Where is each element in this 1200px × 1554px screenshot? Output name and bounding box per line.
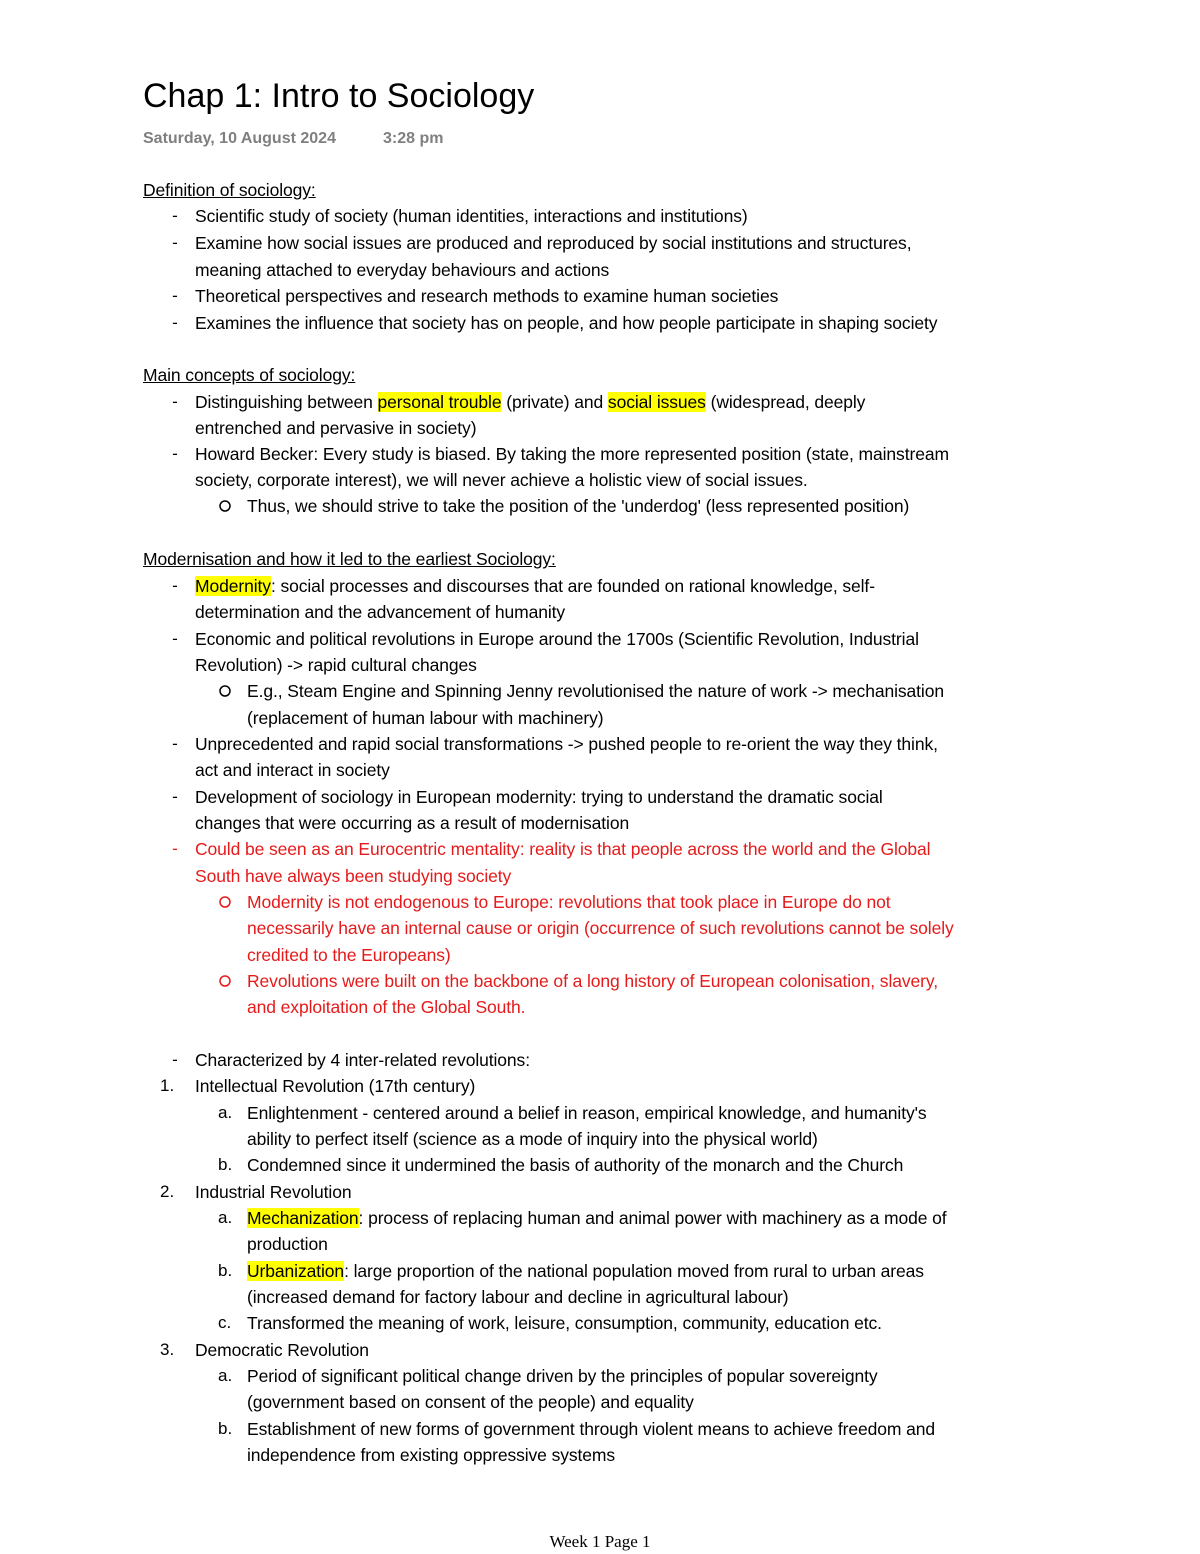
concepts-bullet-2-line-2: society, corporate interest), we will never achieve a holistic view of social issues. xyxy=(195,470,808,490)
list-letter: b. xyxy=(218,1261,233,1280)
revolution-1a-line-1: Enlightenment - centered around a belief in reason, empirical knowledge, and humanity's xyxy=(247,1103,927,1123)
revolution-2c: Transformed the meaning of work, leisure, consumption, community, education etc. xyxy=(247,1313,882,1333)
definition-bullet-4: Examines the influence that society has on people, and how people participate in shaping society xyxy=(195,313,938,333)
text-run: : social processes and discourses that are founded on rational knowledge, self- xyxy=(270,576,875,596)
dash-bullet: - xyxy=(172,286,178,305)
modernisation-bullet-5-line-2: South have always been studying society xyxy=(195,866,512,886)
page-time: 3:28 pm xyxy=(383,130,444,147)
list-letter: b. xyxy=(218,1155,233,1174)
modernisation-bullet-2-line-1: Economic and political revolutions in Europe around the 1700s (Scientific Revolution, Industrial xyxy=(195,629,919,649)
modernisation-subbullet-2-line-2: necessarily have an internal cause or origin (occurrence of such revolutions cannot be solely xyxy=(247,918,954,938)
modernisation-subbullet-3-line-1: Revolutions were built on the backbone of a long history of European colonisation, slavery, xyxy=(247,971,938,991)
dash-bullet: - xyxy=(172,206,178,225)
dash-bullet: - xyxy=(172,444,178,463)
section-heading-modernisation: Modernisation and how it led to the earliest Sociology: xyxy=(143,549,556,569)
definition-bullet-1: Scientific study of society (human identities, interactions and institutions) xyxy=(195,206,748,226)
modernisation-bullet-1-line-2: determination and the advancement of humanity xyxy=(195,602,566,622)
definition-bullet-2-line-2: meaning attached to everyday behaviours and actions xyxy=(195,260,610,280)
dash-bullet: - xyxy=(172,233,178,252)
text-run: Distinguishing between xyxy=(195,392,378,412)
revolution-3a-line-2: (government based on consent of the people) and equality xyxy=(247,1392,694,1412)
revolution-3a-line-1: Period of significant political change driven by the principles of popular sovereignty xyxy=(247,1366,878,1386)
list-letter: b. xyxy=(218,1419,233,1438)
dash-bullet: - xyxy=(172,734,178,753)
highlight-personal-trouble: personal trouble xyxy=(377,392,502,412)
dash-bullet: - xyxy=(172,839,178,858)
modernisation-bullet-5-line-1: Could be seen as an Eurocentric mentality: reality is that people across the world and the Global xyxy=(195,839,931,859)
revolution-2-title: Industrial Revolution xyxy=(195,1182,352,1202)
list-number: 3. xyxy=(160,1340,175,1359)
circle-bullet-icon xyxy=(218,499,232,513)
modernisation-subbullet-2-line-3: credited to the Europeans) xyxy=(247,945,451,965)
list-letter: a. xyxy=(218,1103,233,1122)
dash-bullet: - xyxy=(172,787,178,806)
text-run: (private) and xyxy=(501,392,608,412)
list-letter: a. xyxy=(218,1366,233,1385)
modernisation-bullet-4-line-1: Development of sociology in European modernity: trying to understand the dramatic social xyxy=(195,787,883,807)
page-title: Chap 1: Intro to Sociology xyxy=(143,77,535,115)
dash-bullet: - xyxy=(172,392,178,411)
modernisation-bullet-3-line-2: act and interact in society xyxy=(195,760,390,780)
dash-bullet: - xyxy=(172,629,178,648)
revolution-1a-line-2: ability to perfect itself (science as a mode of inquiry into the physical world) xyxy=(247,1129,818,1149)
concepts-bullet-1-line-2: entrenched and pervasive in society) xyxy=(195,418,477,438)
revolution-2a-line-2: production xyxy=(247,1234,328,1254)
list-letter: a. xyxy=(218,1208,233,1227)
list-number: 1. xyxy=(160,1076,175,1095)
text-run: (widespread, deeply xyxy=(705,392,866,412)
revolution-3-title: Democratic Revolution xyxy=(195,1340,369,1360)
list-letter: c. xyxy=(218,1313,232,1332)
modernisation-bullet-6: Characterized by 4 inter-related revolutions: xyxy=(195,1050,530,1070)
page-date: Saturday, 10 August 2024 xyxy=(143,130,336,147)
revolution-3b-line-1: Establishment of new forms of government through violent means to achieve freedom and xyxy=(247,1419,935,1439)
circle-bullet-icon xyxy=(218,895,232,909)
revolution-1b: Condemned since it undermined the basis of authority of the monarch and the Church xyxy=(247,1155,904,1175)
text-run: : large proportion of the national population moved from rural to urban areas xyxy=(344,1261,924,1281)
modernisation-bullet-2-line-2: Revolution) -> rapid cultural changes xyxy=(195,655,477,675)
revolution-2b-line-1 xyxy=(247,1258,924,1284)
modernisation-bullet-3-line-1: Unprecedented and rapid social transformations -> pushed people to re-orient the way they think, xyxy=(195,734,938,754)
modernisation-subbullet-1-line-1: E.g., Steam Engine and Spinning Jenny revolutionised the nature of work -> mechanisation xyxy=(247,681,944,701)
concepts-bullet-2-line-1: Howard Becker: Every study is biased. By taking the more represented position (state, mainstream xyxy=(195,444,949,464)
text-run: : process of replacing human and animal power with machinery as a mode of xyxy=(358,1208,947,1228)
highlight-urbanization: Urbanization xyxy=(247,1261,345,1281)
modernisation-subbullet-2-line-1: Modernity is not endogenous to Europe: revolutions that took place in Europe do not xyxy=(247,892,891,912)
revolution-2a-line-1 xyxy=(247,1205,947,1231)
section-heading-concepts: Main concepts of sociology: xyxy=(143,365,356,385)
revolution-3b-line-2: independence from existing oppressive systems xyxy=(247,1445,616,1465)
concepts-bullet-1-line-1 xyxy=(195,389,865,415)
highlight-social-issues: social issues xyxy=(607,392,706,412)
highlight-modernity: Modernity xyxy=(195,576,271,596)
dash-bullet: - xyxy=(172,313,178,332)
modernisation-subbullet-3-line-2: and exploitation of the Global South. xyxy=(247,997,526,1017)
dash-bullet: - xyxy=(172,1050,178,1069)
modernisation-subbullet-1-line-2: (replacement of human labour with machinery) xyxy=(247,708,604,728)
page-footer: Week 1 Page 1 xyxy=(549,1532,651,1551)
highlight-mechanization: Mechanization xyxy=(247,1208,359,1228)
revolution-1-title: Intellectual Revolution (17th century) xyxy=(195,1076,476,1096)
dash-bullet: - xyxy=(172,576,178,595)
revolution-2b-line-2: (increased demand for factory labour and decline in agricultural labour) xyxy=(247,1287,789,1307)
section-heading-definition: Definition of sociology: xyxy=(143,180,316,200)
circle-bullet-icon xyxy=(218,974,232,988)
circle-bullet-icon xyxy=(218,684,232,698)
modernisation-bullet-4-line-2: changes that were occurring as a result of modernisation xyxy=(195,813,630,833)
definition-bullet-2-line-1: Examine how social issues are produced and reproduced by social institutions and structures, xyxy=(195,233,912,253)
definition-bullet-3: Theoretical perspectives and research methods to examine human societies xyxy=(195,286,779,306)
concepts-subbullet-1: Thus, we should strive to take the position of the 'underdog' (less represented position) xyxy=(247,496,910,516)
modernisation-bullet-1-line-1 xyxy=(195,573,875,599)
list-number: 2. xyxy=(160,1182,175,1201)
